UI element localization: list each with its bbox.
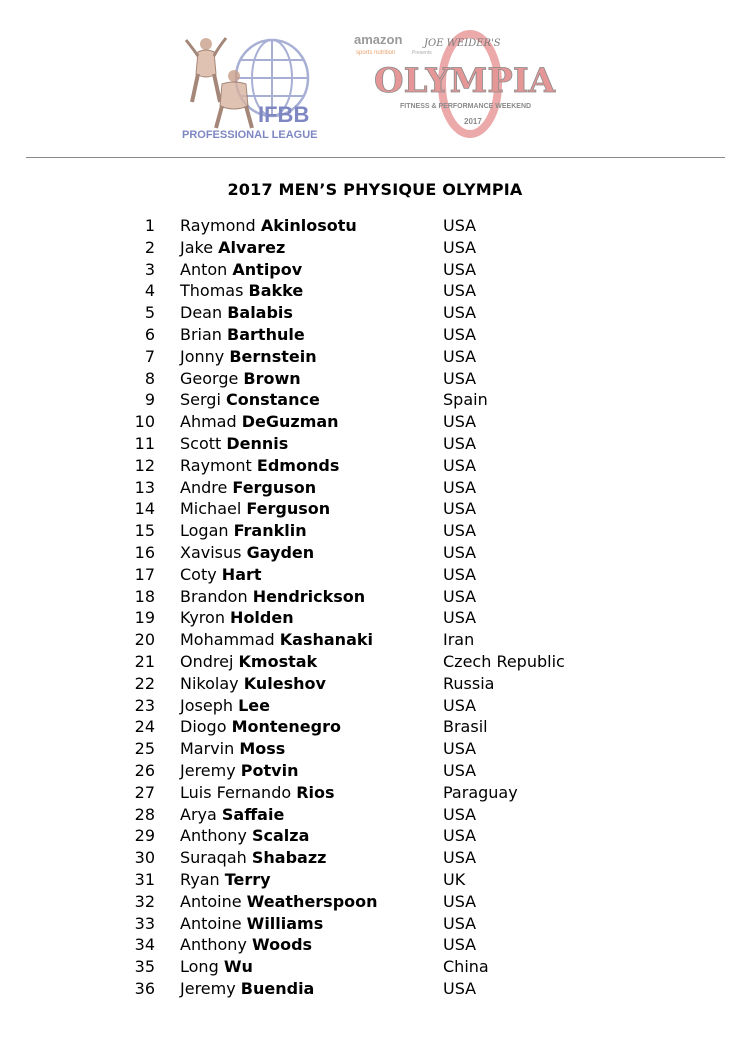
competitor-country: USA: [443, 760, 477, 780]
competitor-number: 11: [134, 433, 155, 453]
competitor-last-name: Brown: [243, 368, 301, 388]
competitor-first-name: Andre: [180, 477, 228, 497]
competitor-country: USA: [443, 913, 477, 933]
competitor-last-name: Alvarez: [218, 237, 286, 257]
competitor-last-name: Kuleshov: [243, 673, 326, 693]
competitor-number: 10: [134, 412, 155, 432]
competitor-country: USA: [443, 826, 477, 846]
competitor-number: 12: [134, 455, 155, 475]
competitor-name: [180, 302, 293, 324]
competitor-last-name: Moss: [239, 739, 286, 759]
competitor-name: [180, 346, 317, 368]
competitor-row: [0, 695, 750, 717]
competitor-number: 13: [134, 477, 155, 497]
competitor-name: [180, 934, 312, 956]
svg-text:IFBB: IFBB: [258, 102, 310, 127]
competitor-name: [180, 389, 320, 411]
competitor-row: [0, 804, 750, 826]
competitor-country: USA: [443, 521, 477, 541]
competitor-first-name: Logan: [180, 521, 229, 541]
competitor-country: Brasil: [443, 717, 488, 737]
competitor-name: [180, 411, 339, 433]
competitor-number: 36: [134, 978, 155, 998]
competitor-first-name: Michael: [180, 499, 242, 519]
competitor-row: [0, 302, 750, 324]
competitor-country: USA: [443, 303, 477, 323]
competitor-country: USA: [443, 586, 477, 606]
competitor-last-name: Gayden: [246, 542, 315, 562]
competitor-first-name: Jake: [180, 237, 214, 257]
competitor-first-name: Ryan: [180, 869, 220, 889]
competitor-first-name: Brian: [180, 324, 222, 344]
competitor-last-name: Barthule: [227, 324, 305, 344]
competitor-country: USA: [443, 978, 477, 998]
competitor-row: [0, 607, 750, 629]
competitor-first-name: Anthony: [180, 935, 247, 955]
competitor-first-name: Anthony: [180, 826, 247, 846]
competitor-first-name: Arya: [180, 804, 217, 824]
competitor-row: [0, 760, 750, 782]
competitor-last-name: Antipov: [232, 259, 303, 279]
competitor-first-name: Diogo: [180, 717, 227, 737]
svg-text:amazon: amazon: [354, 32, 403, 47]
competitor-country: China: [443, 957, 489, 977]
competitor-number: 6: [144, 324, 155, 344]
competitor-last-name: Scalza: [252, 826, 310, 846]
svg-text:sports nutrition: sports nutrition: [356, 50, 396, 56]
competitor-first-name: Kyron: [180, 608, 225, 628]
competitor-name: [180, 651, 317, 673]
competitor-last-name: Potvin: [240, 760, 299, 780]
competitor-last-name: Ferguson: [232, 477, 317, 497]
competitor-country: USA: [443, 695, 477, 715]
ifbb-logo: [176, 30, 341, 145]
competitor-row: [0, 564, 750, 586]
competitor-number: 4: [144, 281, 155, 301]
competitor-country: USA: [443, 281, 477, 301]
competitor-first-name: Sergi: [180, 390, 221, 410]
competitor-first-name: Brandon: [180, 586, 248, 606]
svg-text:PROFESSIONAL LEAGUE: PROFESSIONAL LEAGUE: [182, 129, 318, 141]
competitor-number: 2: [144, 237, 155, 257]
competitor-row: [0, 847, 750, 869]
competitor-number: 26: [134, 760, 155, 780]
competitor-country: Spain: [443, 390, 488, 410]
competitor-number: 22: [134, 673, 155, 693]
competitor-number: 21: [134, 651, 155, 671]
competitor-last-name: DeGuzman: [241, 412, 339, 432]
competitor-country: USA: [443, 891, 477, 911]
competitor-name: [180, 782, 335, 804]
svg-text:Presents: Presents: [412, 50, 432, 56]
competitor-number: 29: [134, 826, 155, 846]
competitor-row: [0, 913, 750, 935]
competitor-name: [180, 433, 288, 455]
competitor-last-name: Kashanaki: [279, 630, 373, 650]
competitor-number: 27: [134, 782, 155, 802]
competitor-row: [0, 956, 750, 978]
competitor-name: [180, 738, 285, 760]
competitor-country: USA: [443, 259, 477, 279]
competitor-name: [180, 520, 307, 542]
competitor-row: [0, 542, 750, 564]
competitor-name: [180, 716, 341, 738]
header-divider: [26, 157, 725, 158]
competitor-name: [180, 586, 365, 608]
competitor-name: [180, 760, 298, 782]
competitor-country: USA: [443, 542, 477, 562]
competitor-number: 24: [134, 717, 155, 737]
competitor-row: [0, 738, 750, 760]
competitor-number: 20: [134, 630, 155, 650]
competitor-first-name: Coty: [180, 564, 217, 584]
competitor-name: [180, 978, 314, 1000]
competitor-first-name: Antoine: [180, 891, 242, 911]
competitor-name: [180, 259, 302, 281]
competitor-country: USA: [443, 455, 477, 475]
competitor-number: 5: [144, 303, 155, 323]
competitor-last-name: Hart: [221, 564, 262, 584]
competitor-last-name: Constance: [226, 390, 320, 410]
competitor-number: 33: [134, 913, 155, 933]
competitor-row: [0, 324, 750, 346]
competitor-row: [0, 237, 750, 259]
competitor-first-name: Mohammad: [180, 630, 275, 650]
competitor-name: [180, 280, 303, 302]
competitor-name: [180, 368, 301, 390]
competitor-row: [0, 259, 750, 281]
competitor-name: [180, 847, 326, 869]
competitor-first-name: Jeremy: [180, 760, 236, 780]
competitor-last-name: Williams: [246, 913, 324, 933]
competitor-first-name: Suraqah: [180, 848, 247, 868]
competitor-country: USA: [443, 412, 477, 432]
competitor-last-name: Saffaie: [221, 804, 285, 824]
competitor-number: 14: [134, 499, 155, 519]
competitor-country: USA: [443, 433, 477, 453]
competitor-first-name: Scott: [180, 433, 222, 453]
competitor-country: USA: [443, 237, 477, 257]
competitor-first-name: Ahmad: [180, 412, 237, 432]
competitor-name: [180, 804, 284, 826]
competitor-country: USA: [443, 368, 477, 388]
competitor-first-name: Xavisus: [180, 542, 242, 562]
competitor-list: [0, 215, 750, 1000]
competitor-row: [0, 346, 750, 368]
competitor-name: [180, 455, 339, 477]
competitor-number: 19: [134, 608, 155, 628]
competitor-row: [0, 782, 750, 804]
competitor-row: [0, 477, 750, 499]
competitor-number: 9: [144, 390, 155, 410]
competitor-name: [180, 891, 378, 913]
competitor-first-name: Luis Fernando: [180, 782, 292, 802]
competitor-number: 25: [134, 739, 155, 759]
competitor-last-name: Kmostak: [238, 651, 318, 671]
competitor-last-name: Bernstein: [229, 346, 317, 366]
page-header: [0, 0, 750, 158]
olympia-logo: [352, 28, 572, 143]
competitor-first-name: Nikolay: [180, 673, 239, 693]
competitor-country: USA: [443, 324, 477, 344]
competitor-row: [0, 629, 750, 651]
competitor-row: [0, 389, 750, 411]
competitor-last-name: Akinlosotu: [260, 216, 357, 235]
competitor-country: USA: [443, 564, 477, 584]
competitor-row: [0, 520, 750, 542]
competitor-first-name: Jeremy: [180, 978, 236, 998]
competitor-first-name: Jonny: [180, 346, 225, 366]
competitor-last-name: Rios: [296, 782, 335, 802]
competitor-first-name: Raymont: [180, 455, 252, 475]
svg-text:FITNESS & PERFORMANCE WEEKEND: FITNESS & PERFORMANCE WEEKEND: [400, 103, 532, 110]
competitor-last-name: Franklin: [233, 521, 307, 541]
competitor-last-name: Woods: [252, 935, 313, 955]
competitor-row: [0, 280, 750, 302]
competitor-first-name: Marvin: [180, 739, 235, 759]
competitor-last-name: Buendia: [240, 978, 315, 998]
competitor-country: USA: [443, 608, 477, 628]
competitor-first-name: Joseph: [180, 695, 233, 715]
competitor-country: USA: [443, 935, 477, 955]
competitor-country: USA: [443, 804, 477, 824]
competitor-row: [0, 433, 750, 455]
competitor-last-name: Bakke: [248, 281, 304, 301]
competitor-last-name: Ferguson: [246, 499, 331, 519]
competitor-row: [0, 934, 750, 956]
competitor-number: 8: [144, 368, 155, 388]
competitor-name: [180, 324, 305, 346]
competitor-name: [180, 477, 316, 499]
competitor-row: [0, 215, 750, 237]
competitor-name: [180, 913, 323, 935]
competitor-number: 16: [134, 542, 155, 562]
competitor-country: Iran: [443, 630, 475, 650]
competitor-name: [180, 564, 262, 586]
competitor-number: 3: [144, 259, 155, 279]
competitor-row: [0, 978, 750, 1000]
competitor-row: [0, 411, 750, 433]
competitor-last-name: Lee: [238, 695, 270, 715]
competitor-last-name: Holden: [230, 608, 294, 628]
competitor-number: 30: [134, 848, 155, 868]
competitor-name: [180, 629, 373, 651]
competitor-country: USA: [443, 346, 477, 366]
competitor-name: [180, 673, 326, 695]
competitor-first-name: Antoine: [180, 913, 242, 933]
competitor-last-name: Balabis: [227, 303, 293, 323]
competitor-country: Paraguay: [443, 782, 518, 802]
competitor-name: [180, 237, 285, 259]
svg-text:JOE WEIDER'S: JOE WEIDER'S: [424, 38, 501, 49]
svg-text:2017: 2017: [464, 117, 482, 126]
competitor-first-name: Long: [180, 957, 219, 977]
competitor-number: 31: [134, 869, 155, 889]
competitor-first-name: Ondrej: [180, 651, 234, 671]
competitor-row: [0, 673, 750, 695]
competitor-name: [180, 956, 253, 978]
competitor-name: [180, 607, 294, 629]
competitor-row: [0, 869, 750, 891]
competitor-last-name: Hendrickson: [252, 586, 366, 606]
competitor-row: [0, 651, 750, 673]
competitor-first-name: Anton: [180, 259, 228, 279]
competitor-country: Czech Republic: [443, 651, 565, 671]
page-title: 2017 MEN’S PHYSIQUE OLYMPIA: [227, 180, 523, 199]
competitor-name: [180, 825, 309, 847]
competitor-last-name: Terry: [224, 869, 271, 889]
competitor-name: [180, 695, 270, 717]
competitor-last-name: Weatherspoon: [246, 891, 378, 911]
competitor-first-name: Raymond: [180, 216, 256, 235]
competitor-row: [0, 455, 750, 477]
competitor-country: Russia: [443, 673, 495, 693]
competitor-row: [0, 586, 750, 608]
competitor-country: USA: [443, 216, 477, 235]
competitor-name: [180, 498, 330, 520]
competitor-name: [180, 215, 357, 237]
competitor-country: USA: [443, 848, 477, 868]
svg-text:OLYMPIA: OLYMPIA: [374, 61, 556, 101]
competitor-number: 35: [134, 957, 155, 977]
competitor-row: [0, 891, 750, 913]
competitor-row: [0, 498, 750, 520]
competitor-row: [0, 825, 750, 847]
competitor-country: USA: [443, 739, 477, 759]
competitor-number: 17: [134, 564, 155, 584]
competitor-last-name: Shabazz: [251, 848, 327, 868]
competitor-row: [0, 716, 750, 738]
competitor-first-name: Thomas: [180, 281, 244, 301]
competitor-country: USA: [443, 499, 477, 519]
competitor-last-name: Edmonds: [256, 455, 340, 475]
competitor-number: 18: [134, 586, 155, 606]
competitor-name: [180, 542, 314, 564]
competitor-name: [180, 869, 271, 891]
competitor-first-name: Dean: [180, 303, 223, 323]
competitor-number: 23: [134, 695, 155, 715]
competitor-first-name: George: [180, 368, 239, 388]
competitor-number: 34: [134, 935, 155, 955]
competitor-last-name: Montenegro: [231, 717, 341, 737]
competitor-number: 15: [134, 521, 155, 541]
competitor-last-name: Dennis: [226, 433, 289, 453]
competitor-country: UK: [443, 869, 466, 889]
competitor-country: USA: [443, 477, 477, 497]
competitor-number: 7: [144, 346, 155, 366]
competitor-number: 28: [134, 804, 155, 824]
competitor-row: [0, 368, 750, 390]
competitor-number: 1: [144, 216, 155, 235]
competitor-number: 32: [134, 891, 155, 911]
competitor-last-name: Wu: [223, 957, 253, 977]
